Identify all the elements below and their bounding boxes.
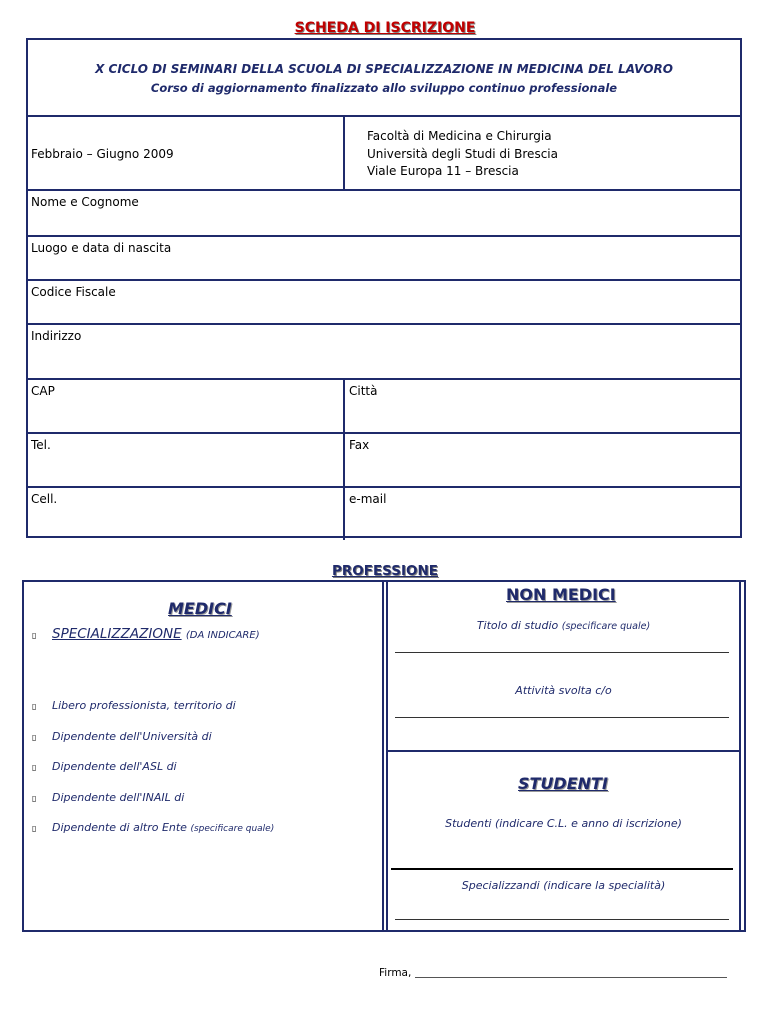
medici-column bbox=[24, 582, 382, 930]
course-info bbox=[28, 117, 740, 191]
email-field[interactable] bbox=[345, 488, 740, 540]
course-subtitle: Corso di aggiornamento finalizzato allo sviluppo continuo professionale bbox=[150, 81, 618, 95]
non-medici-column bbox=[388, 582, 744, 930]
name-field[interactable] bbox=[28, 191, 740, 237]
right-panel bbox=[388, 582, 741, 930]
medici-heading: MEDICI bbox=[168, 599, 232, 618]
cap-city-row bbox=[28, 380, 740, 434]
city-field[interactable] bbox=[345, 380, 740, 432]
option-inail: Dipendente dell'INAIL di bbox=[52, 791, 185, 804]
course-header bbox=[28, 40, 740, 117]
checkbox-icon[interactable]: ▯ bbox=[32, 824, 37, 833]
option-altro-ente-label: Dipendente di altro Ente bbox=[52, 821, 187, 834]
address-label: Indirizzo bbox=[31, 329, 82, 343]
section-divider bbox=[388, 750, 739, 752]
course-title: X CICLO DI SEMINARI DELLA SCUOLA DI SPECIALIZZAZIONE IN MEDICINA DEL LAVORO bbox=[95, 62, 673, 76]
option-universita: Dipendente dell'Università di bbox=[52, 730, 212, 743]
non-medici-heading: NON MEDICI bbox=[506, 585, 616, 604]
signature-line[interactable] bbox=[415, 977, 727, 978]
titolo-studio-label bbox=[388, 619, 739, 632]
profession-title: PROFESSIONE bbox=[331, 563, 439, 579]
email-label: e-mail bbox=[349, 492, 387, 506]
attivita-line[interactable] bbox=[395, 717, 729, 718]
cell-field[interactable] bbox=[28, 488, 343, 540]
address-field[interactable] bbox=[28, 325, 740, 380]
option-asl: Dipendente dell'ASL di bbox=[52, 760, 177, 773]
option-altro-ente-note: (specificare quale) bbox=[190, 824, 275, 834]
tel-label: Tel. bbox=[31, 438, 51, 452]
specializzazione-note: (DA INDICARE) bbox=[185, 630, 260, 641]
titolo-studio-text: Titolo di studio bbox=[476, 619, 559, 632]
specializzazione-option bbox=[52, 626, 260, 642]
fax-field[interactable] bbox=[345, 434, 740, 486]
column-divider bbox=[343, 117, 345, 189]
checkbox-icon[interactable]: ▯ bbox=[32, 631, 37, 640]
specializzandi-line[interactable] bbox=[395, 919, 729, 920]
checkbox-icon[interactable]: ▯ bbox=[32, 702, 37, 711]
specializzazione-label: SPECIALIZZAZIONE bbox=[52, 626, 182, 642]
studenti-line[interactable] bbox=[391, 868, 733, 870]
titolo-studio-line[interactable] bbox=[395, 652, 729, 653]
profession-box bbox=[22, 580, 746, 932]
birth-field[interactable] bbox=[28, 237, 740, 281]
address-line: Facoltà di Medicina e Chirurgia bbox=[367, 129, 552, 143]
course-period: Febbraio – Giugno 2009 bbox=[31, 147, 174, 161]
registration-form bbox=[26, 38, 742, 538]
fax-label: Fax bbox=[349, 438, 370, 452]
option-altro-ente bbox=[52, 821, 274, 834]
option-libero-professionista: Libero professionista, territorio di bbox=[52, 699, 236, 712]
page-title: SCHEDA DI ISCRIZIONE bbox=[294, 20, 476, 36]
tax-code-field[interactable] bbox=[28, 281, 740, 325]
checkbox-icon[interactable]: ▯ bbox=[32, 763, 37, 772]
cell-label: Cell. bbox=[31, 492, 58, 506]
tel-field[interactable] bbox=[28, 434, 343, 486]
specializzandi-label: Specializzandi (indicare la specialità) bbox=[461, 879, 666, 892]
tel-fax-row bbox=[28, 434, 740, 488]
studenti-label: Studenti (indicare C.L. e anno di iscrizione) bbox=[445, 817, 682, 830]
signature-label: Firma, bbox=[379, 967, 412, 979]
cap-label: CAP bbox=[31, 384, 55, 398]
birth-label: Luogo e data di nascita bbox=[31, 241, 172, 255]
address-line: Viale Europa 11 – Brescia bbox=[367, 164, 519, 178]
cap-field[interactable] bbox=[28, 380, 343, 432]
address-line: Università degli Studi di Brescia bbox=[367, 147, 558, 161]
attivita-label: Attività svolta c/o bbox=[515, 684, 612, 697]
name-label: Nome e Cognome bbox=[31, 195, 139, 209]
tax-code-label: Codice Fiscale bbox=[31, 285, 116, 299]
studenti-heading: STUDENTI bbox=[518, 774, 608, 793]
titolo-studio-note: (specificare quale) bbox=[561, 621, 651, 632]
checkbox-icon[interactable]: ▯ bbox=[32, 733, 37, 742]
checkbox-icon[interactable]: ▯ bbox=[32, 794, 37, 803]
cell-email-row bbox=[28, 488, 740, 540]
city-label: Città bbox=[349, 384, 378, 398]
